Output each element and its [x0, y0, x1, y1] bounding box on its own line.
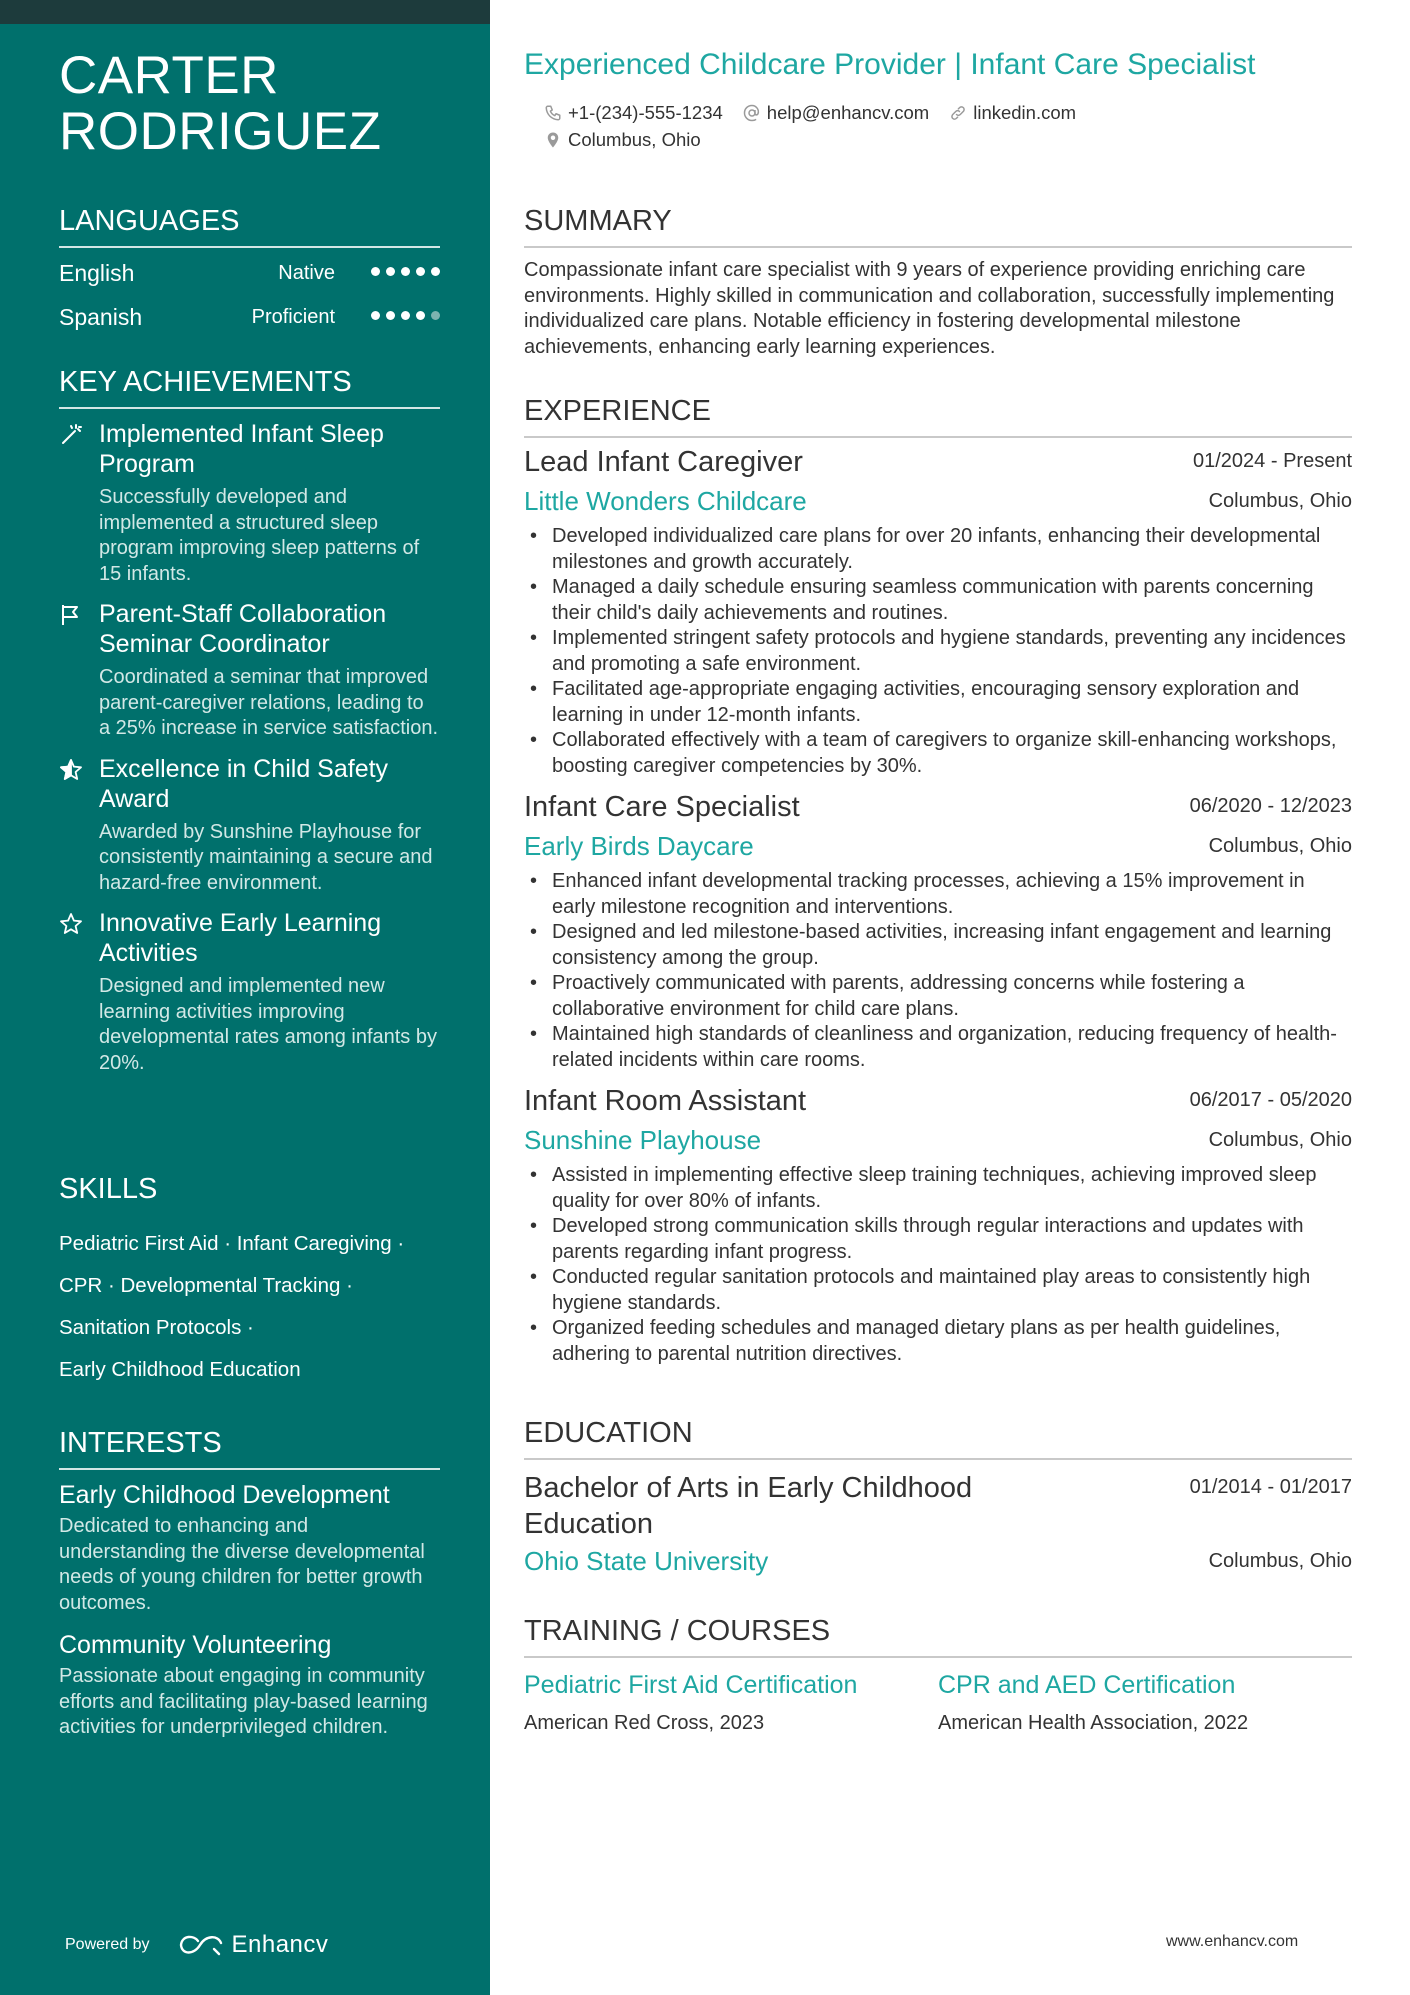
job-location: Columbus, Ohio — [1208, 490, 1352, 512]
job-bullet: • Conducted regular sanitation protocols and maintained play areas to consistently high hygiene standards. — [524, 1265, 1352, 1316]
school-location: Columbus, Ohio — [1208, 1550, 1352, 1572]
at-icon — [743, 104, 761, 122]
training-section — [524, 1614, 1352, 1738]
achievements-section — [59, 365, 440, 1076]
contact-linkedin[interactable] — [949, 102, 1076, 124]
achievement-desc: Coordinated a seminar that improved parent-caregiver relations, leading to a 25% increase in service satisfaction. — [99, 666, 439, 739]
job-title: Lead Infant Caregiver — [524, 446, 803, 478]
summary-text: Compassionate infant care specialist with 9 years of experience providing enriching care environments. Highly skilled in communication and collaboration, successfully implementing individualized care plans. Notable efficiency in fostering developmental milestone achievements, enhancing early learning experiences. — [524, 259, 1335, 358]
phone-icon — [544, 104, 562, 122]
achievement-title: Parent-Staff Collaboration Seminar Coordinator — [99, 600, 387, 658]
job-bullet: • Organized feeding schedules and managed dietary plans as per health guidelines, adhering to parental nutrition directives. — [524, 1316, 1352, 1367]
job-dates: 06/2017 - 05/2020 — [1189, 1089, 1352, 1111]
sidebar — [0, 0, 490, 1995]
proficiency-dot-filled — [371, 311, 380, 320]
achievement-desc: Awarded by Sunshine Playhouse for consistently maintaining a secure and hazard-free environment. — [99, 820, 433, 894]
summary-section — [524, 204, 1352, 360]
phone-text: +1-(234)-555-1234 — [568, 101, 723, 123]
language-level: Proficient — [251, 306, 335, 328]
interest-desc: Passionate about engaging in community efforts and facilitating play-based learning activities for underprivileged children. — [59, 1665, 428, 1738]
education-section — [524, 1416, 1352, 1584]
link-icon — [949, 104, 967, 122]
experience-title: EXPERIENCE — [524, 394, 1352, 438]
achievement-title: Excellence in Child Safety Award — [99, 754, 389, 813]
star-icon — [59, 912, 83, 936]
contact-location — [544, 129, 701, 151]
candidate-name — [59, 48, 459, 160]
job-bullet: • Maintained high standards of cleanliness and organization, reducing frequency of health-related incidents within care rooms. — [524, 1022, 1352, 1073]
job-bullet: • Proactively communicated with parents, addressing concerns while fostering a collaborative environment for child care plans. — [524, 971, 1352, 1022]
achievement-item — [59, 599, 440, 742]
course-title: Pediatric First Aid Certification — [524, 1671, 858, 1699]
job-bullets — [524, 1163, 1352, 1367]
job-entry — [524, 787, 1352, 1073]
proficiency-dot-filled — [386, 311, 395, 320]
job-entry — [524, 442, 1352, 779]
location-pin-icon — [544, 131, 562, 149]
interest-desc: Dedicated to enhancing and understanding the diverse developmental needs of young children for better growth outcomes. — [59, 1515, 425, 1614]
experience-section — [524, 394, 1352, 1367]
skills-list — [59, 1222, 440, 1390]
footer-url[interactable]: www.enhancv.com — [1166, 1933, 1299, 1950]
language-name: Spanish — [59, 304, 143, 330]
job-company: Little Wonders Childcare — [524, 486, 807, 516]
school-name: Ohio State University — [524, 1546, 769, 1576]
job-dates: 01/2024 - Present — [1193, 450, 1352, 472]
proficiency-dot-filled — [431, 267, 440, 276]
course-provider: American Red Cross, 2023 — [524, 1712, 765, 1734]
job-bullet: • Developed strong communication skills through regular interactions and updates with parents regarding infant progress. — [524, 1214, 1352, 1265]
languages-section — [59, 204, 440, 338]
achievements-title: KEY ACHIEVEMENTS — [59, 365, 440, 409]
language-dots — [371, 311, 440, 323]
skills-section — [59, 1172, 440, 1390]
contact-phone — [544, 102, 723, 124]
first-name: CARTER — [59, 46, 279, 105]
achievement-item — [59, 419, 440, 587]
proficiency-dot-filled — [371, 267, 380, 276]
magic-wand-icon — [59, 423, 83, 447]
language-level: Native — [278, 262, 335, 284]
contact-info — [544, 99, 1076, 153]
training-title: TRAINING / COURSES — [524, 1614, 1352, 1658]
interest-title: Early Childhood Development — [59, 1481, 390, 1509]
proficiency-dot-filled — [386, 267, 395, 276]
job-bullets — [524, 869, 1352, 1073]
sidebar-top-strip — [0, 0, 490, 24]
skills-title: SKILLS — [59, 1173, 158, 1205]
proficiency-dot-filled — [401, 267, 410, 276]
email-text: help@enhancv.com — [766, 101, 930, 123]
skill-line: CPR · Developmental Tracking · — [59, 1274, 353, 1297]
degree-title: Bachelor of Arts in Early Childhood Education — [524, 1472, 973, 1540]
achievement-item — [59, 754, 440, 897]
job-entry — [524, 1081, 1352, 1367]
job-title: Infant Care Specialist — [524, 791, 800, 823]
job-location: Columbus, Ohio — [1208, 835, 1352, 857]
proficiency-dot-empty — [431, 311, 440, 320]
job-bullet: • Enhanced infant developmental tracking processes, achieving a 15% improvement in early milestone recognition and interventions. — [524, 869, 1352, 920]
brand-name: Enhancv — [231, 1931, 329, 1958]
flag-icon — [59, 603, 83, 627]
location-text: Columbus, Ohio — [568, 128, 701, 150]
language-dots — [371, 267, 440, 279]
powered-by-label: Powered by — [65, 1936, 150, 1953]
course-provider: American Health Association, 2022 — [938, 1712, 1249, 1734]
job-title: Infant Room Assistant — [524, 1085, 807, 1117]
skill-line: Early Childhood Education — [59, 1358, 301, 1381]
language-name: English — [59, 260, 135, 286]
language-row — [59, 250, 440, 294]
achievement-title: Innovative Early Learning Activities — [99, 909, 382, 967]
job-bullets — [524, 524, 1352, 779]
skill-line: Sanitation Protocols · — [59, 1316, 254, 1339]
education-title: EDUCATION — [524, 1416, 1352, 1460]
job-bullet: • Facilitated age-appropriate engaging activities, encouraging sensory exploration and learning in under 12-month infants. — [524, 677, 1352, 728]
course-item — [938, 1668, 1352, 1738]
powered-by — [65, 1931, 328, 1959]
education-dates: 01/2014 - 01/2017 — [1189, 1476, 1352, 1498]
job-dates: 06/2020 - 12/2023 — [1189, 795, 1352, 817]
proficiency-dot-filled — [416, 311, 425, 320]
interest-title: Community Volunteering — [59, 1631, 332, 1659]
job-location: Columbus, Ohio — [1208, 1129, 1352, 1151]
headline: Experienced Childcare Provider | Infant Care Specialist — [524, 48, 1256, 81]
job-bullet: • Designed and led milestone-based activities, increasing infant engagement and learning consistency among the group. — [524, 920, 1352, 971]
course-title: CPR and AED Certification — [938, 1671, 1236, 1699]
contact-email[interactable] — [743, 102, 929, 124]
achievement-item — [59, 908, 440, 1076]
course-item — [524, 1668, 938, 1738]
achievement-desc: Designed and implemented new learning activities improving developmental rates among infants by 20%. — [99, 975, 437, 1074]
last-name: RODRIGUEZ — [59, 102, 382, 161]
languages-title: LANGUAGES — [59, 204, 440, 248]
job-bullet: • Assisted in implementing effective sleep training techniques, achieving improved sleep quality for over 80% of infants. — [524, 1163, 1352, 1214]
job-bullet: • Implemented stringent safety protocols and hygiene standards, preventing any incidences and promoting a safe environment. — [524, 626, 1352, 677]
interest-item — [59, 1480, 440, 1616]
interests-title: INTERESTS — [59, 1426, 440, 1470]
skill-line: Pediatric First Aid · Infant Caregiving · — [59, 1232, 405, 1255]
star-half-icon — [59, 758, 83, 782]
proficiency-dot-filled — [401, 311, 410, 320]
interests-section — [59, 1426, 440, 1741]
proficiency-dot-filled — [416, 267, 425, 276]
enhancv-logo-icon — [178, 1933, 224, 1957]
interest-item — [59, 1630, 440, 1741]
summary-title: SUMMARY — [524, 204, 1352, 248]
job-bullet: • Developed individualized care plans for over 20 infants, enhancing their developmental milestones and growth accurately. — [524, 524, 1352, 575]
achievement-title: Implemented Infant Sleep Program — [99, 420, 384, 478]
job-bullet: • Collaborated effectively with a team of caregivers to organize skill-enhancing workshops, boosting caregiver competencies by 30%. — [524, 728, 1352, 779]
achievement-desc: Successfully developed and implemented a structured sleep program improving sleep patterns of 15 infants. — [99, 486, 420, 585]
job-company: Sunshine Playhouse — [524, 1125, 762, 1155]
job-bullet: • Managed a daily schedule ensuring seamless communication with parents concerning their child's daily achievements and routines. — [524, 575, 1352, 626]
linkedin-text: linkedin.com — [973, 101, 1077, 123]
language-row — [59, 294, 440, 338]
job-company: Early Birds Daycare — [524, 831, 754, 861]
